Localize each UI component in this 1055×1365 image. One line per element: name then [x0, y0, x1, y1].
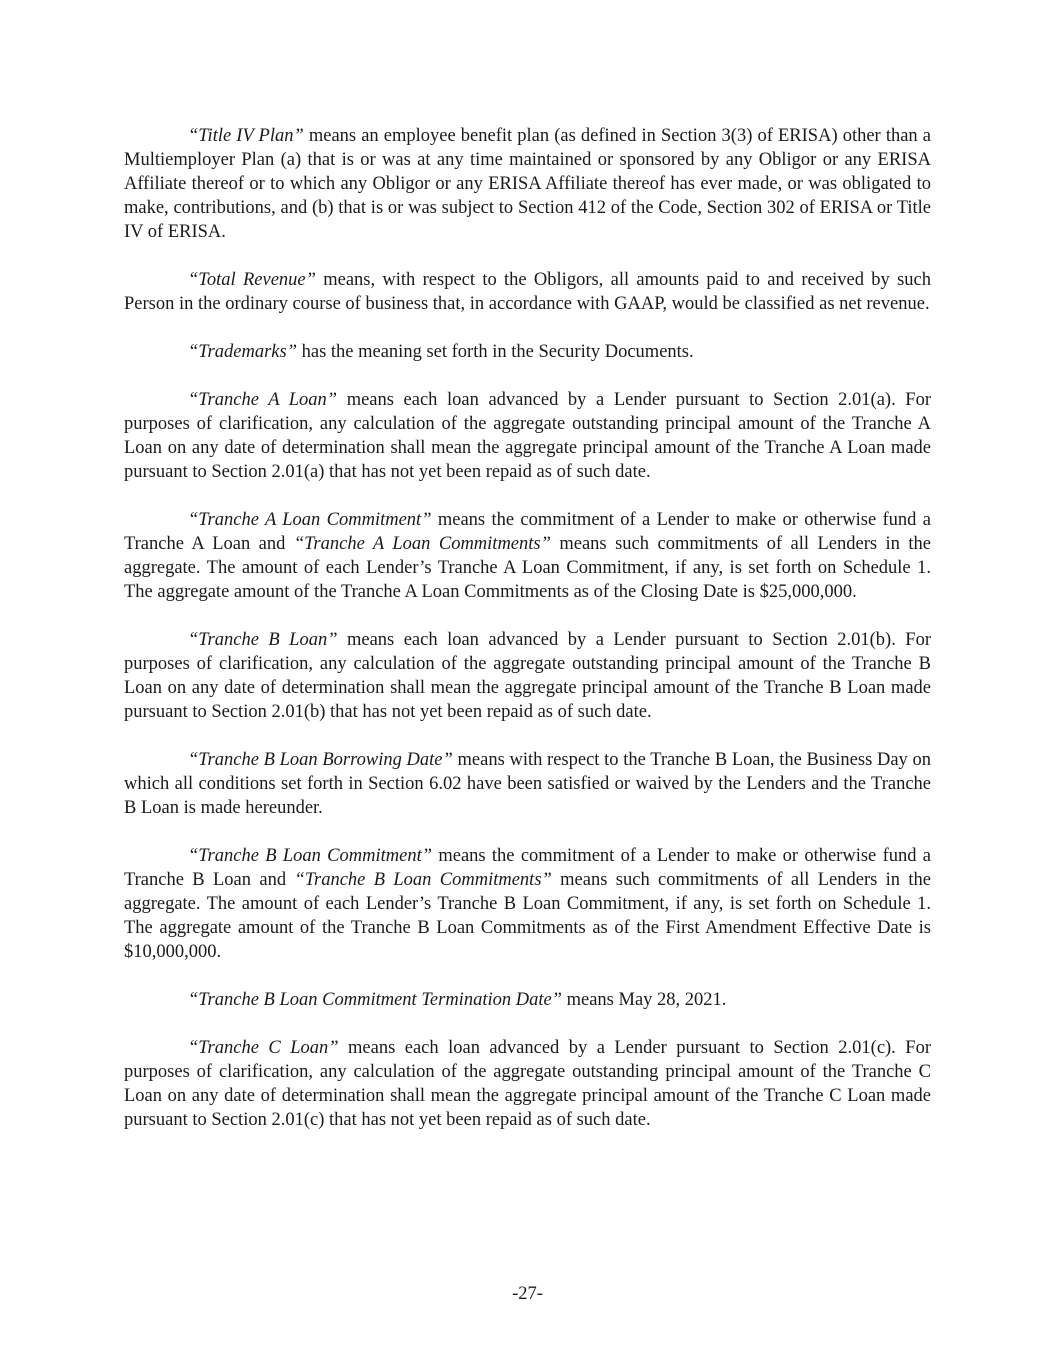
definition-text: means each loan advanced by a Lender pursuant to Section 2.01(a). For purposes of clarification, any calculation of the aggregate outstanding principal amount of the Tranche A Loan on any date of determination shall mean the aggregate principal amount of the Tranche A Loan made pursuant to Section 2.01(a) that has not yet been repaid as of such date. — [124, 390, 932, 482]
definition-text: means such commitments of all Lenders in the aggregate. The amount of each Lender’s Tranche A Loan Commitment, if any, is set forth on Schedule 1. The aggregate amount of the Tranche A Loan Commitments as of the Closing Date is $25,000,000. — [124, 534, 931, 602]
definition-title-iv-plan — [124, 124, 931, 244]
definition-text: means an employee benefit plan (as defined in Section 3(3) of ERISA) other than a Multiemployer Plan (a) that is or was at any time maintained or sponsored by any Obligor or any ERISA Affiliate thereof or to which any Obligor or any ERISA Affiliate thereof has ever made, or was obligated to make, contributions, and (b) that is or was subject to Section 412 of the Code, Section 302 of ERISA or Title IV of ERISA. — [124, 126, 931, 242]
defined-term: “Tranche B Loan Commitment” — [188, 846, 433, 866]
defined-term: “Tranche B Loan Commitments” — [294, 870, 552, 890]
definition-trademarks — [124, 340, 931, 364]
definition-tranche-b-loan-borrowing-date — [124, 748, 931, 820]
definition-text: means such commitments of all Lenders in the aggregate. The amount of each Lender’s Tranche B Loan Commitment, if any, is set forth on Schedule 1. The aggregate amount of the Tranche B Loan Commitments as of the First Amendment Effective Date is $10,000,000. — [124, 870, 932, 962]
defined-term: “Tranche B Loan” — [188, 630, 338, 650]
definition-total-revenue — [124, 268, 931, 316]
defined-term: “Tranche A Loan” — [188, 390, 338, 410]
definition-tranche-a-loan — [124, 388, 931, 484]
defined-term: “Title IV Plan” — [188, 126, 304, 146]
defined-term: “Tranche B Loan Commitment Termination Date” — [188, 990, 562, 1010]
definition-text: means May 28, 2021. — [561, 990, 727, 1010]
definition-tranche-a-loan-commitment — [124, 508, 931, 604]
document-body — [124, 124, 931, 1156]
defined-term: “Tranche B Loan Borrowing Date” — [188, 750, 453, 770]
definition-text: means each loan advanced by a Lender pursuant to Section 2.01(c). For purposes of clarification, any calculation of the aggregate outstanding principal amount of the Tranche C Loan on any date of determination shall mean the aggregate principal amount of the Tranche C Loan made pursuant to Section 2.01(c) that has not yet been repaid as of such date. — [124, 1038, 931, 1130]
defined-term: “Tranche A Loan Commitment” — [188, 510, 432, 530]
defined-term: “Total Revenue” — [188, 270, 316, 290]
page-number: -27- — [512, 1284, 543, 1304]
definition-text: means each loan advanced by a Lender pursuant to Section 2.01(b). For purposes of clarification, any calculation of the aggregate outstanding principal amount of the Tranche B Loan on any date of determination shall mean the aggregate principal amount of the Tranche B Loan made pursuant to Section 2.01(b) that has not yet been repaid as of such date. — [124, 630, 931, 722]
definition-text: means the commitment of a Lender to make or otherwise fund a Tranche A Loan and — [124, 510, 931, 554]
defined-term: “Tranche C Loan” — [188, 1038, 339, 1058]
definition-text: means with respect to the Tranche B Loan, the Business Day on which all conditions set forth in Section 6.02 have been satisfied or waived by the Lenders and the Tranche B Loan is made hereunder. — [124, 750, 932, 818]
definition-text: means the commitment of a Lender to make or otherwise fund a Tranche B Loan and — [124, 846, 931, 890]
definition-tranche-b-loan — [124, 628, 931, 724]
definition-tranche-c-loan — [124, 1036, 931, 1132]
definition-tranche-b-loan-commitment — [124, 844, 931, 964]
defined-term: “Tranche A Loan Commitments” — [293, 534, 551, 554]
definition-text: means, with respect to the Obligors, all amounts paid to and received by such Person in the ordinary course of business that, in accordance with GAAP, would be classified as net revenue. — [124, 270, 931, 314]
definition-text: has the meaning set forth in the Security Documents. — [296, 342, 694, 362]
defined-term: “Trademarks” — [188, 342, 297, 362]
definition-tranche-b-loan-commitment-termination-date — [124, 988, 931, 1012]
